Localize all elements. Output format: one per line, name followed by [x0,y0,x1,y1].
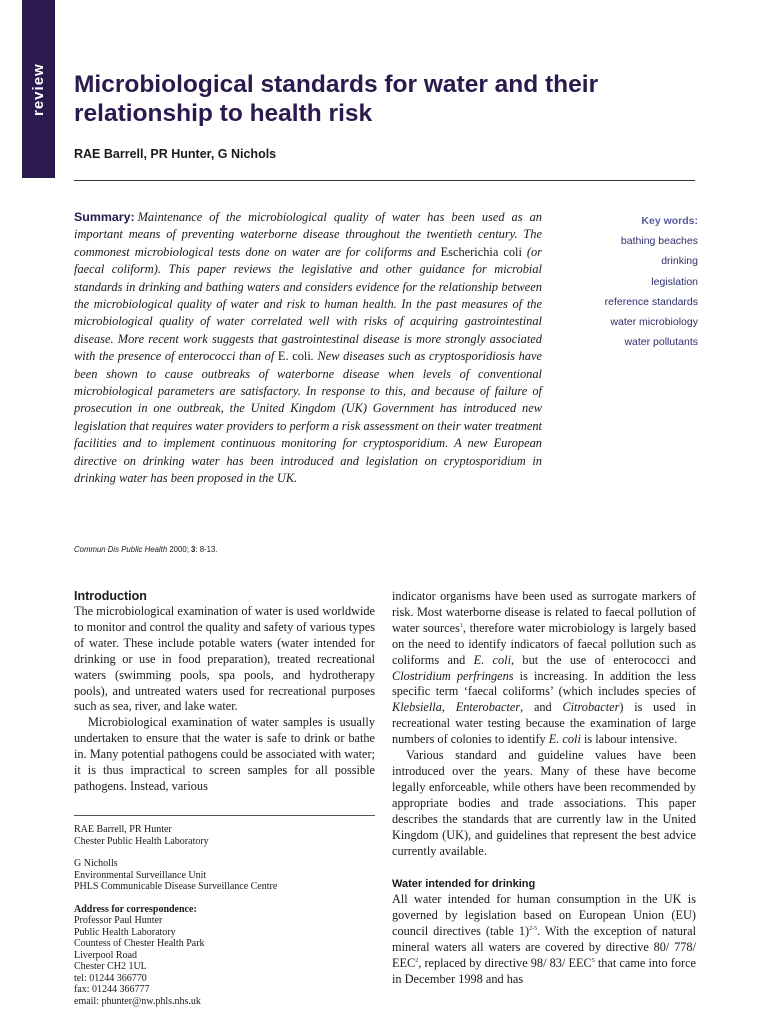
text-run: indicator organisms have been used as surrogate markers of risk. Most waterborne disease is related to faecal pollution of water sources [392,589,696,635]
reference-marker: 2-5 [529,926,538,933]
summary-text-2: (or faecal coliform). This paper reviews the legislative and other guidance for microbial standards in drinking and bathing waters and considers evidence for the relationship between the microbiological quality of water and risk to human health. In the past measures of the microbiological quality of water correlated well with risks of acquiring gastrointestinal disease. More recent work suggests that gastrointestinal disease is more strongly associated with the presence of enterococci than of [74,244,542,364]
journal-citation [74,545,217,554]
correspondence-line: Professor Paul Hunter [74,915,163,926]
text-run: , [441,700,456,715]
text-run: . With the exception of natural mineral waters all waters are covered by directive 80/ 778/ EEC [392,924,697,971]
keyword-item: legislation [651,275,698,288]
correspondence-email[interactable]: email: phunter@nw.phls.nhs.uk [74,995,201,1007]
header-divider [74,180,695,181]
text-run: All water intended for human consumption in the UK is governed by legislation based on European Union (EU) council directives (table 1) [392,892,696,939]
author-list: RAE Barrell, PR Hunter, G Nichols [74,147,277,161]
affiliation-names-2: G Nicholls [74,858,118,869]
reference-marker: 2 [415,957,419,964]
correspondence-label: Address for correspondence: [74,903,197,915]
right-paragraph-3 [392,892,696,987]
text-run: ) is used in recreational water testing because the examination of large numbers of colonies to identify [392,700,696,747]
intro-paragraph-1: The microbiological examination of water is used worldwide to monitor and control the quality and safety of various types of water. These include potable waters (water intended for drinking or use in food preparation), treated recreational waters (swimming pools, spa pools, and hydrotherapy pools), and untreated waters used for recreational purposes such as sea, river, and lake water. [74,604,375,714]
summary-abstract [74,209,542,488]
affiliation-unit-2: Environmental Surveillance Unit [74,869,207,881]
keyword-item: water microbiology [610,316,698,329]
citation-volume: 3 [191,545,196,554]
author-affiliations [74,815,375,1007]
correspondence-line: tel: 01244 366770 [74,972,147,984]
citation-pages: : 8-13. [195,545,218,554]
correspondence-line: Liverpool Road [74,949,138,961]
species-name: Citrobacter [562,700,620,715]
text-run: that came into force in December 1998 and has [392,956,697,986]
keyword-item: bathing beaches [620,235,698,248]
right-column [392,589,696,988]
text-run: , replaced by directive 98/ 83/ EEC [418,956,592,971]
summary-ecoli-2: E. coli [277,349,311,364]
drinking-water-heading: Water intended for drinking [392,878,536,891]
left-column [74,588,375,795]
introduction-heading: Introduction [74,589,147,603]
correspondence-line: fax: 01244 366777 [74,984,150,995]
text-run: is increasing. In addition the less specific term ‘faecal coliforms’ (which includes species of [392,668,696,699]
species-name: E. coli [473,652,511,667]
keywords-heading: Key words: [641,215,698,227]
section-tab-label: review [30,63,47,116]
right-paragraph-2: Various standard and guideline values have been introduced over the years. Many of these have become legally enforceable, while others have been recommended by appropriate bodies and trade associations. This paper describes the standards that are currently law in the United Kingdom (UK), and guidelines that represent the best advice currently available. [392,748,696,858]
reference-marker: 5 [591,957,595,964]
summary-text-3: . New diseases such as cryptosporidiosis have been shown to cause outbreaks of waterborne disease when levels of conventional microbiological parameters are satisfactory. In response to this, and because of failure of prosecution in one outbreak, the United Kingdom (UK) Government has introduced new legislation that requires water providers to perform a risk assessment on their water treatment facilities and to implement continuous monitoring for cryptosporidium. A new European directive on drinking water has been introduced and legislation on cryptosporidium in drinking water has been proposed in the UK. [74,349,542,486]
species-name: E. coli [548,732,581,747]
summary-ecoli-1: Escherichia coli [440,244,522,259]
species-name: Clostridium perfringens [392,668,514,683]
keyword-item: reference standards [604,295,698,308]
right-paragraph-1 [392,589,696,748]
summary-label: Summary: [74,210,135,224]
intro-paragraph-2: Microbiological examination of water samples is usually undertaken to ensure that the water is safe to drink or bathe in. Many potential pathogens could be associated with water; it is thus impractical to screen samples for all possible pathogens. Instead, various [74,715,375,793]
article-title: Microbiological standards for water and their relationship to health risk [74,71,599,127]
citation-year: 2000; [169,545,189,554]
species-name: Klebsiella [392,700,442,715]
affiliation-org-2: PHLS Communicable Disease Surveillance Centre [74,881,278,892]
correspondence-line: Public Health Laboratory [74,926,176,938]
reference-marker: 1 [459,622,463,629]
keyword-item: drinking [661,255,698,268]
citation-journal: Commun Dis Public Health [74,545,168,554]
correspondence-line: Chester CH2 1UL [74,961,147,972]
keyword-item: water pollutants [624,336,698,349]
section-tab [22,0,55,178]
species-name: Enterobacter [455,700,521,715]
affiliation-names-1: RAE Barrell, PR Hunter [74,824,172,835]
keywords-box [538,211,698,352]
summary-text-1: Maintenance of the microbiological quality of water has been used as an important means of preventing waterborne disease throughout the twentieth century. The commonest microbiological tests done on water are for coliforms and [74,210,542,259]
affiliation-org-1: Chester Public Health Laboratory [74,835,209,847]
text-run: , but the use of enterococci and [511,652,696,667]
correspondence-line: Countess of Chester Health Park [74,938,205,949]
text-run: is labour intensive. [580,732,678,747]
text-run: , and [520,700,563,715]
text-run: , therefore water microbiology is largely based on the need to identify indicators of faecal pollution such as coliforms and [392,620,696,667]
